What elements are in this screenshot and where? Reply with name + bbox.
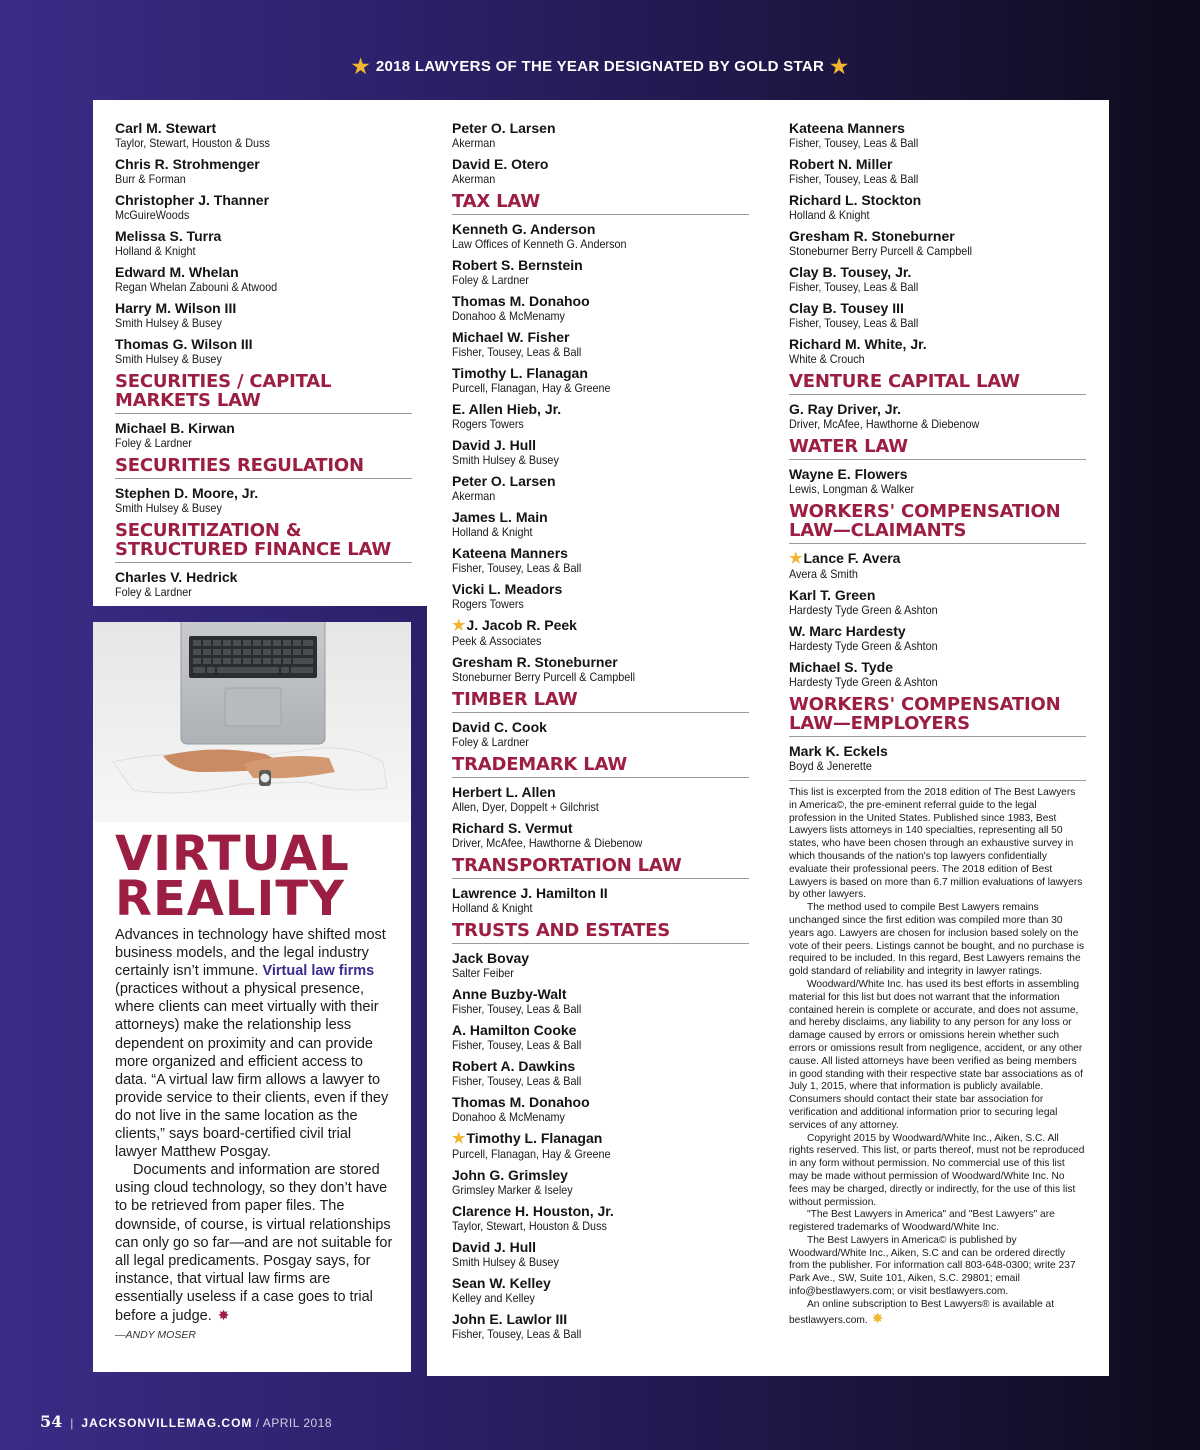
lawyer-name-row	[452, 1239, 749, 1255]
lawyer-name-row	[452, 437, 749, 453]
lawyer-entry	[452, 329, 749, 360]
section-heading	[789, 502, 1086, 544]
lawyer-entry	[789, 401, 1086, 432]
disclaimer-paragraph: This list is excerpted from the 2018 edition of The Best Lawyers in America©, the pre-eminent referral guide to the legal profession in the United States. Published since 1983, Best Lawyers lists attorneys in 140 specialties, representing all 50 states, who have been chosen through an exhaustive survey in which thousands of the nation's top lawyers confidentially evaluate their professional peers. The 2018 edition of Best Lawyers is based on more than 6.7 million evaluations of lawyers by other lawyers.	[789, 787, 1083, 901]
lawyer-name: Richard S. Vermut	[452, 820, 573, 836]
lawyer-name: Michael B. Kirwan	[115, 420, 235, 436]
lawyer-entry	[789, 336, 1086, 367]
disclaimer-paragraph: The Best Lawyers in America© is published by Woodward/White Inc., Aiken, S.C and can be ordered directly from the publisher. For information call 803-648-0300; write 237 Park Ave., SW, Suite 101, Aiken, S.C. 29801; email info@bestlawyers.com; or visit bestlawyers.com.	[789, 1234, 1076, 1298]
lawyer-name-row	[452, 950, 749, 966]
article-text: Documents and information are stored using cloud technology, so they don’t have to be retrieved from paper files. The downside, of course, is virtual relationships can only go so far—and are not suitable for all legal predicaments. Posgay says, for instance, that virtual law firms are essentially useless if a case goes to trial before a judge.	[115, 1162, 393, 1324]
article-body	[115, 926, 395, 1325]
lawyer-name: Herbert L. Allen	[452, 784, 556, 800]
law-firm: Smith Hulsey & Busey	[115, 316, 222, 330]
lawyer-entry	[452, 365, 749, 396]
lawyer-entry	[115, 156, 412, 187]
lawyer-name: W. Marc Hardesty	[789, 623, 906, 639]
law-firm: Peek & Associates	[452, 634, 542, 648]
law-firm: Fisher, Tousey, Leas & Ball	[452, 561, 582, 575]
lawyer-name-row	[452, 820, 749, 836]
disclaimer-paragraph: Woodward/White Inc. has used its best efforts in assembling material for this list but does not warrant that the information contained herein is complete or accurate, and does not assume, and hereby disclaims, any liability to any person for any loss or damage caused by errors or omissions herein whether such errors or omissions result from negligence, accident, or any other cause. All listed attorneys have been verified as being members in good standing with their respective state bar associations as of July 1, 2015, where that information is publicly available. Consumers should contact their state bar association for verification and additional information prior to securing legal services of any attorney.	[789, 978, 1083, 1131]
section-title: TAX LAW	[452, 192, 749, 215]
law-firm: Kelley and Kelley	[452, 1291, 535, 1305]
law-firm: Donahoo & McMenamy	[452, 309, 565, 323]
section-heading	[115, 521, 412, 563]
article-headline	[115, 826, 395, 927]
lawyer-name: Clay B. Tousey III	[789, 300, 904, 316]
lawyer-name: Kateena Manners	[452, 545, 568, 561]
law-firm: Foley & Lardner	[452, 735, 529, 749]
lawyer-name: John G. Grimsley	[452, 1167, 568, 1183]
law-firm: Stoneburner Berry Purcell & Campbell	[789, 244, 973, 258]
lawyer-entry	[452, 1203, 749, 1234]
law-firm: Regan Whelan Zabouni & Atwood	[115, 280, 278, 294]
lawyer-entry	[452, 156, 749, 187]
section-heading	[452, 856, 749, 879]
lawyer-entry	[789, 264, 1086, 295]
law-firm: Smith Hulsey & Busey	[115, 501, 222, 515]
lawyer-entry	[789, 300, 1086, 331]
lawyer-name-row	[452, 156, 749, 172]
designation-banner	[0, 54, 1200, 79]
lawyer-name: Robert N. Miller	[789, 156, 893, 172]
law-firm: Holland & Knight	[789, 208, 870, 222]
lawyer-entry	[452, 784, 749, 815]
lawyer-name: David C. Cook	[452, 719, 547, 735]
lawyer-entry	[789, 550, 1086, 582]
law-firm: Holland & Knight	[452, 525, 533, 539]
law-firm: Akerman	[452, 136, 496, 150]
section-title: WORKERS' COMPENSATION LAW—CLAIMANTS	[789, 502, 1086, 544]
lawyer-name: Gresham R. Stoneburner	[789, 228, 955, 244]
law-firm: Holland & Knight	[452, 901, 533, 915]
gold-star-icon: ★	[452, 1130, 466, 1147]
lawyer-name-row	[789, 587, 1086, 603]
lawyer-name: Clarence H. Houston, Jr.	[452, 1203, 614, 1219]
disclaimer-paragraph: An online subscription to Best Lawyers® is available at bestlawyers.com. ✸	[789, 1298, 1055, 1326]
lawyer-name-row	[115, 300, 412, 316]
law-firm: Lewis, Longman & Walker	[789, 482, 915, 496]
lawyer-name-row	[452, 329, 749, 345]
lawyer-entry	[452, 986, 749, 1017]
law-firm: Allen, Dyer, Doppelt + Gilchrist	[452, 800, 599, 814]
gold-star-icon: ★	[789, 550, 803, 567]
lawyer-name: Peter O. Larsen	[452, 120, 556, 136]
law-firm: Grimsley Marker & Iseley	[452, 1183, 573, 1197]
section-title: SECURITIZATION & STRUCTURED FINANCE LAW	[115, 521, 412, 563]
lawyer-name-row	[452, 1022, 749, 1038]
lawyer-entry	[789, 659, 1086, 690]
lawyer-name-row	[115, 336, 412, 352]
lawyer-entry	[452, 509, 749, 540]
lawyer-name: Harry M. Wilson III	[115, 300, 237, 316]
lawyer-name: J. Jacob R. Peek	[466, 617, 577, 633]
law-firm: Hardesty Tyde Green & Ashton	[789, 603, 938, 617]
issue-date: / APRIL 2018	[255, 1416, 333, 1430]
lawyer-name-row	[452, 257, 749, 273]
law-firm: Boyd & Jenerette	[789, 759, 872, 773]
law-firm: Fisher, Tousey, Leas & Ball	[452, 1327, 582, 1341]
lawyer-entry	[115, 300, 412, 331]
lawyer-entry	[452, 293, 749, 324]
lawyer-name-row	[789, 550, 1086, 567]
law-firm: Stoneburner Berry Purcell & Campbell	[452, 670, 636, 684]
lawyer-name: Wayne E. Flowers	[789, 466, 908, 482]
lawyer-entry	[115, 420, 412, 451]
lawyer-entry	[789, 120, 1086, 151]
lawyer-entry	[115, 120, 412, 151]
lawyer-name-row	[789, 623, 1086, 639]
listing-column-2	[452, 120, 749, 1347]
lawyer-name-row	[789, 120, 1086, 136]
section-title: TRADEMARK LAW	[452, 755, 749, 778]
lawyer-name: A. Hamilton Cooke	[452, 1022, 577, 1038]
column-3-entries	[789, 120, 1086, 774]
lawyer-name-row	[452, 545, 749, 561]
law-firm: Akerman	[452, 489, 496, 503]
lawyer-name: Anne Buzby-Walt	[452, 986, 567, 1002]
section-title: SECURITIES REGULATION	[115, 456, 412, 479]
lawyer-name: Timothy L. Flanagan	[466, 1130, 603, 1146]
lawyer-entry	[452, 1167, 749, 1198]
law-firm: Foley & Lardner	[115, 436, 192, 450]
magazine-url[interactable]: JACKSONVILLEMAG.COM	[81, 1416, 253, 1430]
law-firm: Fisher, Tousey, Leas & Ball	[452, 1038, 582, 1052]
lawyer-name-row	[452, 1167, 749, 1183]
lawyer-name: Charles V. Hedrick	[115, 569, 238, 585]
lawyer-name: Gresham R. Stoneburner	[452, 654, 618, 670]
lawyer-entry	[452, 1239, 749, 1270]
end-mark-icon: ✸	[217, 1306, 230, 1323]
lawyer-entry	[789, 466, 1086, 497]
lawyer-entry	[452, 473, 749, 504]
lawyer-entry	[452, 820, 749, 851]
section-heading	[452, 690, 749, 713]
section-heading	[115, 456, 412, 479]
lawyer-name: Kenneth G. Anderson	[452, 221, 596, 237]
lawyer-name-row	[452, 120, 749, 136]
section-title: TRANSPORTATION LAW	[452, 856, 749, 879]
law-firm: Fisher, Tousey, Leas & Ball	[452, 345, 582, 359]
lawyer-name-row	[789, 300, 1086, 316]
law-firm: Akerman	[452, 172, 496, 186]
law-firm: Holland & Knight	[115, 244, 196, 258]
article-paragraph-2	[115, 1161, 395, 1325]
law-firm: White & Crouch	[789, 352, 865, 366]
lawyer-name-row	[452, 401, 749, 417]
law-firm: Salter Feiber	[452, 966, 514, 980]
gold-star-icon: ★	[830, 56, 849, 78]
lawyer-name-row	[452, 473, 749, 489]
lawyer-entry	[452, 654, 749, 685]
disclaimer-paragraph: The method used to compile Best Lawyers remains unchanged since the first edition was compiled more than 30 years ago. Lawyers are chosen for inclusion based solely on the vote of their peers. Listings cannot be bought, and no purchase is required to be included. In this regard, Best Lawyers remains the gold standard of reliability and integrity in lawyer ratings.	[789, 902, 1085, 978]
lawyer-name-row	[452, 1094, 749, 1110]
lawyer-entry	[115, 228, 412, 259]
law-firm: Donahoo & McMenamy	[452, 1110, 565, 1124]
listing-column-1	[115, 120, 412, 605]
law-firm: Smith Hulsey & Busey	[452, 453, 559, 467]
lawyer-name-row	[452, 1275, 749, 1291]
page-number: 54	[40, 1412, 63, 1431]
lawyer-name: Richard L. Stockton	[789, 192, 922, 208]
lawyer-entry	[452, 1130, 749, 1162]
lawyer-name: Michael S. Tyde	[789, 659, 893, 675]
lawyer-name: E. Allen Hieb, Jr.	[452, 401, 562, 417]
law-firm: Driver, McAfee, Hawthorne & Diebenow	[789, 417, 980, 431]
lawyer-name-row	[115, 192, 412, 208]
page-footer	[40, 1412, 332, 1431]
law-firm: Rogers Towers	[452, 597, 524, 611]
headline-line-1: VIRTUAL	[115, 826, 350, 882]
section-heading	[452, 192, 749, 215]
lawyer-name-row	[789, 156, 1086, 172]
lawyer-name: David J. Hull	[452, 1239, 537, 1255]
law-firm: Hardesty Tyde Green & Ashton	[789, 639, 938, 653]
lawyer-name-row	[452, 581, 749, 597]
lawyer-name-row	[452, 293, 749, 309]
lawyer-entry	[452, 545, 749, 576]
section-heading	[789, 695, 1086, 737]
lawyer-entry	[452, 1311, 749, 1342]
section-title: WORKERS' COMPENSATION LAW—EMPLOYERS	[789, 695, 1086, 737]
lawyer-entry	[452, 617, 749, 649]
law-firm: Smith Hulsey & Busey	[452, 1255, 559, 1269]
section-title: TIMBER LAW	[452, 690, 749, 713]
lawyer-entry	[452, 257, 749, 288]
lawyer-entry	[452, 581, 749, 612]
headline-line-2: REALITY	[115, 871, 345, 927]
article-text: (practices without a physical presence, where clients can meet virtually with their attorneys) make the relationship less dependent on proximity and can provide more organized and efficient access to data. “A virtual law firm allows a lawyer to provide service to their clients, even if they do not live in the same location as the clients,” says board-certified civil trial lawyer Matthew Posgay.	[115, 981, 389, 1161]
lawyer-name: Sean W. Kelley	[452, 1275, 551, 1291]
lawyer-entry	[789, 743, 1086, 774]
lawyer-name: Carl M. Stewart	[115, 120, 217, 136]
lawyer-name: Thomas M. Donahoo	[452, 1094, 590, 1110]
law-firm: Law Offices of Kenneth G. Anderson	[452, 237, 627, 251]
lawyer-name-row	[789, 659, 1086, 675]
lawyer-entry	[789, 192, 1086, 223]
lawyer-name-row	[789, 336, 1086, 352]
lawyer-name-row	[452, 1130, 749, 1147]
lawyer-name: Mark K. Eckels	[789, 743, 888, 759]
lawyer-name-row	[115, 485, 412, 501]
lawyer-name-row	[789, 466, 1086, 482]
lawyer-entry	[452, 401, 749, 432]
lawyer-entry	[789, 623, 1086, 654]
lawyer-name: Kateena Manners	[789, 120, 905, 136]
law-firm: Smith Hulsey & Busey	[115, 352, 222, 366]
lawyer-name: Lawrence J. Hamilton II	[452, 885, 608, 901]
law-firm: Foley & Lardner	[115, 585, 192, 599]
lawyer-name: Peter O. Larsen	[452, 473, 556, 489]
lawyer-entry	[452, 1058, 749, 1089]
lawyer-entry	[452, 1022, 749, 1053]
lawyer-name: Clay B. Tousey, Jr.	[789, 264, 912, 280]
section-heading	[789, 437, 1086, 460]
lawyer-name-row	[789, 401, 1086, 417]
lawyer-name: Robert S. Bernstein	[452, 257, 583, 273]
lawyer-entry	[115, 485, 412, 516]
section-heading	[115, 372, 412, 414]
law-firm: Fisher, Tousey, Leas & Ball	[789, 136, 919, 150]
lawyer-name-row	[452, 719, 749, 735]
footer-divider: |	[70, 1416, 74, 1430]
lawyer-name-row	[115, 228, 412, 244]
lawyer-name: David E. Otero	[452, 156, 549, 172]
virtual-law-firms-link[interactable]: Virtual law firms	[262, 963, 375, 980]
lawyer-name-row	[115, 120, 412, 136]
lawyer-name-row	[452, 1311, 749, 1327]
banner-text: 2018 LAWYERS OF THE YEAR DESIGNATED BY GOLD STAR	[375, 58, 825, 75]
section-heading	[789, 372, 1086, 395]
lawyer-name: Jack Bovay	[452, 950, 530, 966]
article	[115, 826, 395, 1342]
section-heading	[452, 755, 749, 778]
lawyer-name-row	[452, 509, 749, 525]
lawyer-name-row	[452, 221, 749, 237]
lawyer-name-row	[115, 569, 412, 585]
lawyer-entry	[789, 228, 1086, 259]
lawyer-name-row	[789, 264, 1086, 280]
lawyer-name: G. Ray Driver, Jr.	[789, 401, 902, 417]
byline: —ANDY MOSER	[115, 1329, 196, 1342]
lawyer-name-row	[789, 192, 1086, 208]
lawyer-name: Vicki L. Meadors	[452, 581, 563, 597]
gold-star-icon: ★	[452, 617, 466, 634]
end-mark-icon: ✸	[871, 1309, 884, 1326]
lawyer-name: Christopher J. Thanner	[115, 192, 270, 208]
lawyer-name: Lance F. Avera	[803, 550, 901, 566]
gold-star-icon: ★	[351, 56, 370, 78]
law-firm: Purcell, Flanagan, Hay & Greene	[452, 381, 611, 395]
law-firm: Taylor, Stewart, Houston & Duss	[452, 1219, 607, 1233]
lawyer-name-row	[452, 365, 749, 381]
section-title: TRUSTS AND ESTATES	[452, 921, 749, 944]
law-firm: McGuireWoods	[115, 208, 190, 222]
lawyer-name-row	[452, 986, 749, 1002]
lawyer-name: Karl T. Green	[789, 587, 876, 603]
lawyer-entry	[789, 156, 1086, 187]
lawyer-entry	[789, 587, 1086, 618]
lawyer-name: Richard M. White, Jr.	[789, 336, 927, 352]
lawyer-name-row	[452, 654, 749, 670]
section-title: VENTURE CAPITAL LAW	[789, 372, 1086, 395]
lawyer-name: Robert A. Dawkins	[452, 1058, 576, 1074]
lawyer-name: Melissa S. Turra	[115, 228, 222, 244]
lawyer-entry	[452, 437, 749, 468]
lawyer-name: Stephen D. Moore, Jr.	[115, 485, 259, 501]
section-heading	[452, 921, 749, 944]
law-firm: Foley & Lardner	[452, 273, 529, 287]
law-firm: Rogers Towers	[452, 417, 524, 431]
lawyer-entry	[452, 950, 749, 981]
section-title: WATER LAW	[789, 437, 1086, 460]
law-firm: Avera & Smith	[789, 567, 858, 581]
laptop-photo	[93, 622, 411, 822]
lawyer-name-row	[452, 1203, 749, 1219]
law-firm: Taylor, Stewart, Houston & Duss	[115, 136, 270, 150]
lawyer-name-row	[452, 784, 749, 800]
law-firm: Fisher, Tousey, Leas & Ball	[789, 316, 919, 330]
disclaimer	[789, 780, 1086, 1327]
disclaimer-paragraph: Copyright 2015 by Woodward/White Inc., Aiken, S.C. All rights reserved. This list, or parts thereof, must not be reproduced in any form without permission. No commercial use of this list may be made without permission of Woodward/White Inc. No fees may be charged, directly or indirectly, for the use of this list without permission.	[789, 1132, 1085, 1208]
lawyer-name-row	[115, 264, 412, 280]
law-firm: Driver, McAfee, Hawthorne & Diebenow	[452, 836, 643, 850]
lawyer-entry	[452, 120, 749, 151]
lawyer-name: James L. Main	[452, 509, 548, 525]
lawyer-name-row	[789, 228, 1086, 244]
article-paragraph-1	[115, 926, 395, 1161]
article-text: Advances in technology have shifted most business models, and the legal industry certainly isn’t immune.	[115, 927, 386, 980]
law-firm: Fisher, Tousey, Leas & Ball	[789, 172, 919, 186]
lawyer-entry	[452, 885, 749, 916]
lawyer-name: Thomas G. Wilson III	[115, 336, 253, 352]
lawyer-name-row	[452, 885, 749, 901]
lawyer-entry	[452, 1275, 749, 1306]
lawyer-name-row	[115, 156, 412, 172]
lawyer-entry	[115, 264, 412, 295]
lawyer-entry	[115, 569, 412, 600]
section-title: SECURITIES / CAPITAL MARKETS LAW	[115, 372, 412, 414]
law-firm: Fisher, Tousey, Leas & Ball	[452, 1002, 582, 1016]
lawyer-name-row	[452, 1058, 749, 1074]
listing-column-3	[789, 120, 1086, 1327]
lawyer-entry	[452, 719, 749, 750]
law-firm: Burr & Forman	[115, 172, 186, 186]
lawyer-name: Michael W. Fisher	[452, 329, 570, 345]
lawyer-name: Chris R. Strohmenger	[115, 156, 260, 172]
law-firm: Purcell, Flanagan, Hay & Greene	[452, 1147, 611, 1161]
lawyer-name: John E. Lawlor III	[452, 1311, 568, 1327]
disclaimer-paragraph: "The Best Lawyers in America" and "Best Lawyers" are registered trademarks of Woodward/White Inc.	[789, 1209, 1055, 1234]
lawyer-name-row	[789, 743, 1086, 759]
lawyer-entry	[452, 221, 749, 252]
lawyer-name-row	[452, 617, 749, 634]
lawyer-name: Edward M. Whelan	[115, 264, 239, 280]
lawyer-name: David J. Hull	[452, 437, 537, 453]
lawyer-entry	[115, 192, 412, 223]
lawyer-entry	[115, 336, 412, 367]
law-firm: Fisher, Tousey, Leas & Ball	[789, 280, 919, 294]
lawyer-name: Timothy L. Flanagan	[452, 365, 588, 381]
lawyer-name-row	[115, 420, 412, 436]
law-firm: Hardesty Tyde Green & Ashton	[789, 675, 938, 689]
law-firm: Fisher, Tousey, Leas & Ball	[452, 1074, 582, 1088]
lawyer-name: Thomas M. Donahoo	[452, 293, 590, 309]
lawyer-entry	[452, 1094, 749, 1125]
